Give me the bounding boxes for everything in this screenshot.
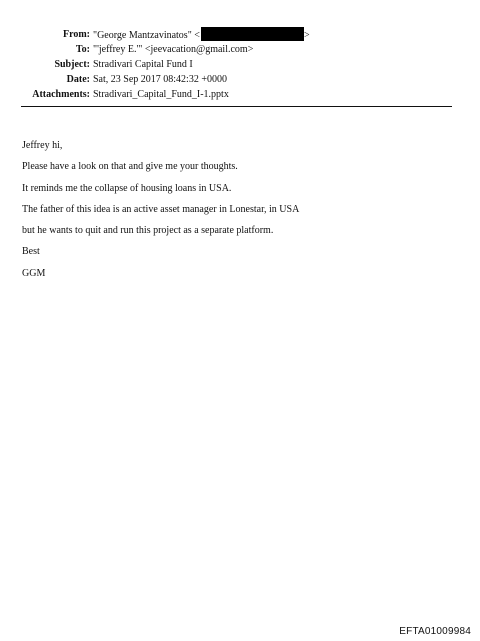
from-value	[93, 27, 310, 43]
to-label: To:	[75, 44, 90, 55]
attachments-label: Attachments:	[32, 89, 90, 100]
body-paragraph: but he wants to quit and run this project as a separate platform.	[22, 225, 274, 237]
email-header	[0, 27, 480, 102]
sign-off: Best	[22, 246, 40, 258]
signature: GGM	[22, 267, 46, 279]
date-label: Date:	[66, 74, 90, 85]
body-paragraph: The father of this idea is an active asset manager in Lonestar, in USA	[22, 203, 300, 215]
header-row-subject	[0, 57, 480, 72]
header-divider	[21, 106, 452, 107]
subject-value: Stradivari Capital Fund I	[93, 59, 193, 70]
attachment-filename: Stradivari_Capital_Fund_I-1.pptx	[93, 89, 229, 100]
from-sender-name: "George Mantzavinatos" <	[93, 30, 200, 41]
header-row-from	[0, 27, 480, 42]
to-value: "'jeffrey E.'" <jeevacation@gmail.com>	[93, 44, 254, 55]
from-label: From:	[62, 29, 90, 40]
document-id: EFTA01009984	[399, 626, 471, 637]
redaction-box	[201, 27, 304, 41]
body-paragraph: It reminds me the collapse of housing loans in USA.	[22, 182, 232, 194]
subject-label: Subject:	[54, 59, 90, 70]
from-suffix: >	[303, 30, 310, 41]
email-body	[22, 140, 462, 289]
body-paragraph: Please have a look on that and give me your thoughts.	[22, 161, 238, 173]
header-row-attachments	[0, 87, 480, 102]
header-row-to	[0, 42, 480, 57]
greeting-line: Jeffrey hi,	[22, 140, 63, 151]
header-row-date	[0, 72, 480, 87]
date-value: Sat, 23 Sep 2017 08:42:32 +0000	[93, 74, 227, 85]
